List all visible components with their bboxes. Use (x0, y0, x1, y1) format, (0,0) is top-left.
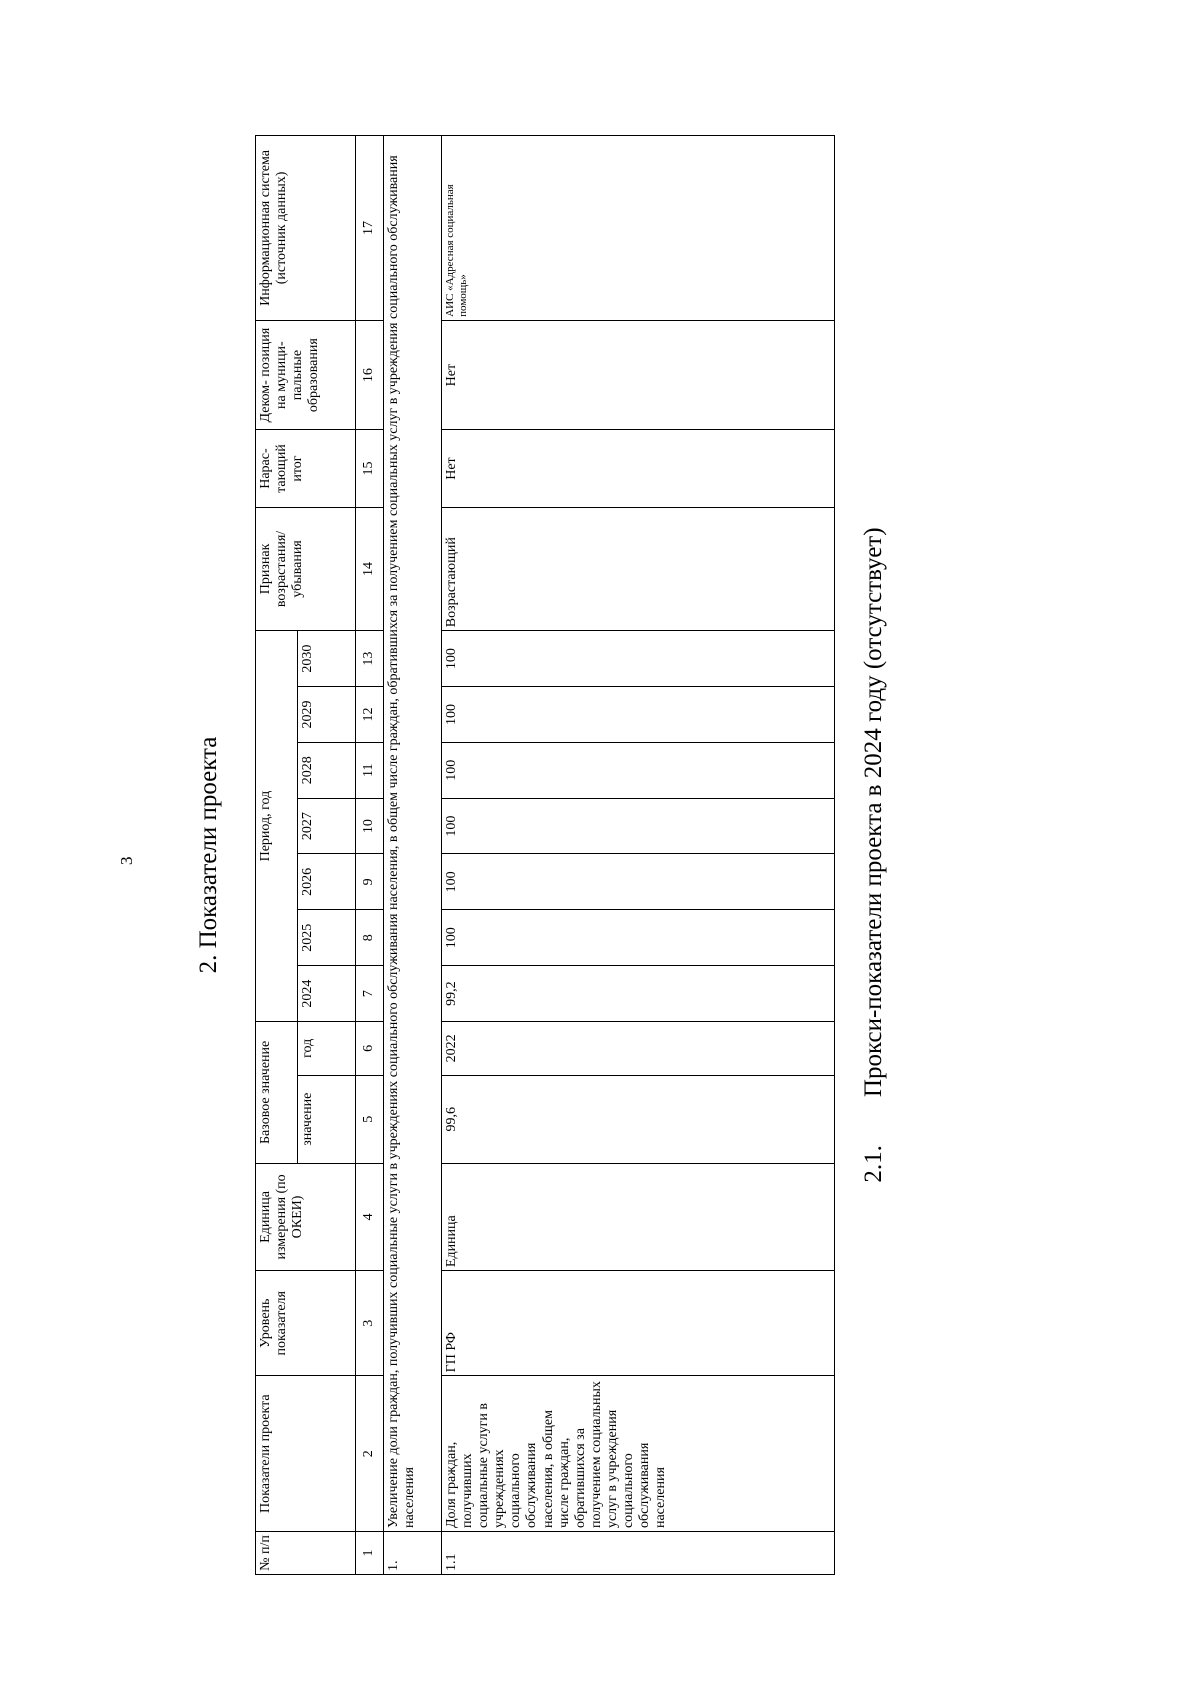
indicators-table (255, 135, 835, 1575)
row-value: 100 (442, 854, 835, 910)
subsection-heading (860, 135, 888, 1575)
header-base: Базовое значение (256, 1021, 298, 1163)
header-unit: Единица измерения (по ОКЕИ) (256, 1163, 356, 1270)
row-value: 100 (442, 798, 835, 854)
column-number: 1 (356, 1532, 384, 1575)
header-year: 2029 (298, 687, 356, 743)
column-number: 10 (356, 798, 384, 854)
row-decomposition: Нет (442, 320, 835, 430)
column-number: 12 (356, 687, 384, 743)
header-year: 2026 (298, 854, 356, 910)
row-value: 100 (442, 687, 835, 743)
row-base-year: 2022 (442, 1021, 835, 1075)
column-number: 7 (356, 966, 384, 1022)
row-indicator: Доля граждан, получивших социальные услуги в учреждениях социального обслуживания населения, в общем числе граждан, обратившихся за получением социальных услуг в учреждения социального обслуживания населения (442, 1376, 835, 1532)
row-value: 99,2 (442, 966, 835, 1022)
column-number: 9 (356, 854, 384, 910)
header-trend: Признак возрастания/ убывания (256, 507, 356, 630)
column-number: 11 (356, 742, 384, 798)
header-source: Информационная система (источник данных) (256, 136, 356, 321)
header-indicator: Показатели проекта (256, 1376, 356, 1532)
header-year: 2025 (298, 910, 356, 966)
rotated-page-content (195, 135, 915, 1575)
row-base-value: 99,6 (442, 1075, 835, 1163)
header-base-value: значение (298, 1075, 356, 1163)
goal-row (384, 136, 442, 1575)
goal-num: 1. (384, 1532, 442, 1575)
header-year: 2030 (298, 631, 356, 687)
column-number: 14 (356, 507, 384, 630)
row-source: АИС «Адресная социальная помощь» (442, 136, 835, 321)
row-num: 1.1 (442, 1532, 835, 1575)
header-period: Период, год (256, 631, 298, 1022)
row-trend: Возрастающий (442, 507, 835, 630)
goal-text: Увеличение доли граждан, получивших социальные услуги в учреждениях социального обслуживания населения, в общем числе граждан, обратившихся за получением социальных услуг в учреждения социального обслуживания населения (384, 136, 442, 1532)
header-level: Уровень показателя (256, 1271, 356, 1376)
row-level: ГП РФ (442, 1271, 835, 1376)
header-year: 2028 (298, 742, 356, 798)
column-number: 8 (356, 910, 384, 966)
row-cumulative: Нет (442, 430, 835, 507)
row-value: 100 (442, 742, 835, 798)
header-cumulative: Нарас- тающий итог (256, 430, 356, 507)
header-year: 2024 (298, 966, 356, 1022)
section-title: 2. Показатели проекта (195, 736, 222, 974)
column-numbers-row (356, 136, 384, 1575)
row-value: 100 (442, 631, 835, 687)
subsection-number: 2.1. (860, 1145, 887, 1183)
column-number: 15 (356, 430, 384, 507)
row-unit: Единица (442, 1163, 835, 1270)
header-base-year: год (298, 1021, 356, 1075)
table-row (442, 136, 835, 1575)
column-number: 6 (356, 1021, 384, 1075)
row-value: 100 (442, 910, 835, 966)
column-number: 4 (356, 1163, 384, 1270)
header-num: № п/п (256, 1532, 356, 1575)
column-number: 13 (356, 631, 384, 687)
header-year: 2027 (298, 798, 356, 854)
subsection-title: Прокси-показатели проекта в 2024 году (отсутствует) (860, 527, 887, 1098)
column-number: 5 (356, 1075, 384, 1163)
header-row-1 (256, 136, 298, 1575)
page-number: 3 (117, 856, 136, 865)
header-decomposition: Деком- позиция на муници- пальные образования (256, 320, 356, 430)
column-number: 17 (356, 136, 384, 321)
column-number: 3 (356, 1271, 384, 1376)
column-number: 16 (356, 320, 384, 430)
column-number: 2 (356, 1376, 384, 1532)
